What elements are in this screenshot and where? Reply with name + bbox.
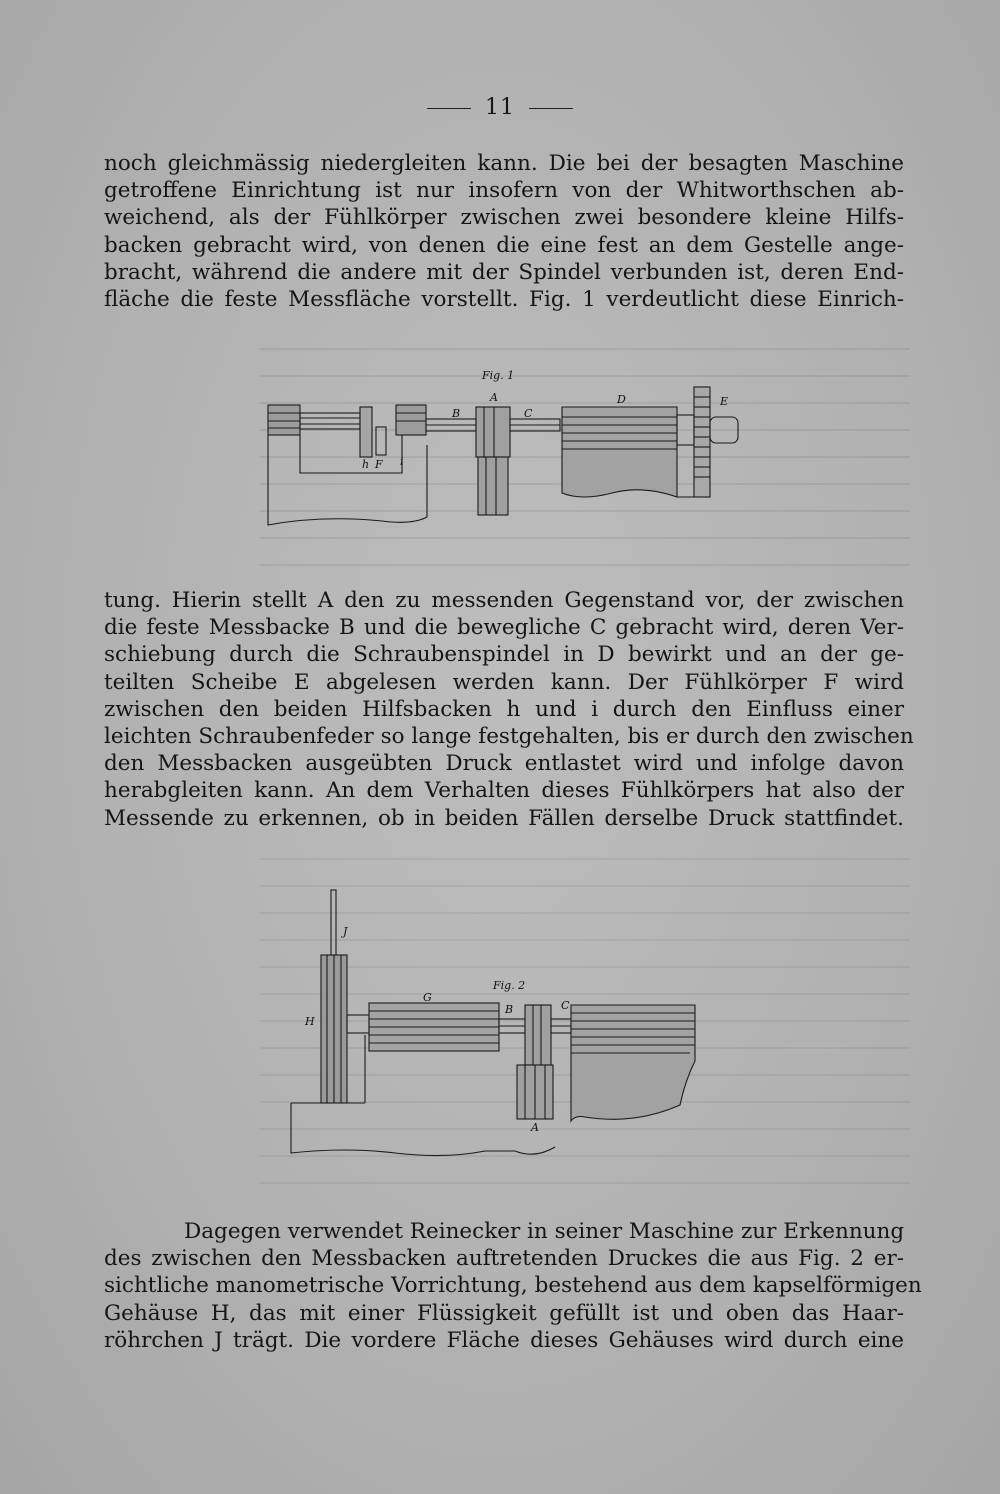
- label-h: h: [362, 458, 370, 471]
- text-line: Gehäuse H, das mit einer Flüssigkeit gefüllt ist und oben das Haar-: [104, 1300, 904, 1326]
- handwheel: [710, 417, 738, 443]
- text-line: zwischen den beiden Hilfsbacken h und i durch den Einfluss einer: [104, 696, 904, 722]
- paragraph-3: [104, 1218, 922, 1354]
- label-i: i: [400, 455, 404, 468]
- figure-1-caption: Fig. 1: [482, 369, 515, 382]
- text-line: des zwischen den Messbacken auftretenden Druckes die aus Fig. 2 er-: [104, 1246, 904, 1272]
- auxiliary-jaw-h: [360, 407, 372, 457]
- base-outline: [291, 1103, 515, 1156]
- spindle-shaft-left: [300, 413, 360, 429]
- frame-inner: [300, 435, 402, 473]
- label-C: C: [561, 999, 570, 1012]
- object-A-base: [478, 457, 508, 515]
- page-number: 11: [485, 95, 515, 120]
- sensor-body-F: [376, 427, 386, 455]
- text-line: fläche die feste Messfläche vorstellt. Fig. 1 verdeutlicht diese Einrich-: [104, 287, 904, 313]
- header-rule-right: [529, 108, 573, 109]
- text-line: Dagegen verwendet Reinecker in seiner Maschine zur Erkennung: [184, 1219, 905, 1244]
- figure-2-caption: Fig. 2: [493, 979, 526, 992]
- text-line: teilten Scheibe E abgelesen werden kann. Der Fühlkörper F wird: [104, 669, 904, 695]
- label-C: C: [524, 407, 533, 420]
- object-A: [525, 1005, 551, 1065]
- text-line: röhrchen J trägt. Die vordere Fläche dieses Gehäuses wird durch eine: [104, 1327, 904, 1353]
- text-line: backen gebracht wird, von denen die eine fest an dem Gestelle ange-: [104, 232, 904, 258]
- text-line: herabgleiten kann. An dem Verhalten dieses Fühlkörpers hat also der: [104, 778, 904, 804]
- label-E: E: [720, 395, 729, 408]
- shaft-stub: [347, 1015, 369, 1033]
- header-rule-left: [427, 108, 471, 109]
- text-line: sichtliche manometrische Vorrichtung, bestehend aus dem kapselförmigen: [104, 1273, 922, 1299]
- label-A: A: [490, 391, 498, 404]
- capillary-tube-J: [331, 890, 336, 960]
- text-line: den Messbacken ausgeübten Druck entlastet wird und infolge davon: [104, 751, 904, 777]
- figure-2-manometric-device: [285, 885, 725, 1165]
- label-F: F: [375, 458, 383, 471]
- paragraph-1: [104, 150, 904, 313]
- paragraph-2: [104, 587, 914, 832]
- housing-D: [562, 407, 677, 497]
- frame-outline: [268, 435, 427, 525]
- label-B: B: [452, 407, 461, 420]
- graduated-dial-E: [694, 387, 710, 497]
- spindle-housing-left: [268, 405, 300, 435]
- figure-1-measuring-machine: [262, 365, 752, 535]
- object-A: [476, 407, 510, 457]
- dial-hub: [677, 415, 694, 445]
- page-header: [0, 95, 1000, 120]
- label-H: H: [305, 1015, 315, 1028]
- text-line: die feste Messbacke B und die bewegliche C gebracht wird, deren Ver-: [104, 615, 904, 641]
- label-G: G: [423, 991, 432, 1004]
- housing-right: [571, 1005, 695, 1121]
- text-line: Messende zu erkennen, ob in beiden Fällen derselbe Druck stattfindet.: [104, 805, 904, 831]
- text-line: getroffene Einrichtung ist nur insofern von der Whitworthschen ab-: [104, 178, 904, 204]
- label-D: D: [617, 393, 626, 406]
- text-line: bracht, während die andere mit der Spindel verbunden ist, deren End-: [104, 259, 904, 285]
- auxiliary-jaw-i: [396, 405, 426, 435]
- label-J: J: [343, 925, 348, 938]
- text-line: leichten Schraubenfeder so lange festgehalten, bis er durch den zwischen: [104, 724, 914, 750]
- label-A: A: [531, 1121, 539, 1134]
- label-B: B: [505, 1003, 514, 1016]
- text-line: noch gleichmässig niedergleiten kann. Die bei der besagten Maschine: [104, 151, 904, 176]
- text-line: weichend, als der Fühlkörper zwischen zwei besondere kleine Hilfs-: [104, 205, 904, 231]
- text-line: schiebung durch die Schraubenspindel in D bewirkt und an der ge-: [104, 642, 904, 668]
- text-line: tung. Hierin stellt A den zu messenden Gegenstand vor, der zwischen: [104, 588, 904, 613]
